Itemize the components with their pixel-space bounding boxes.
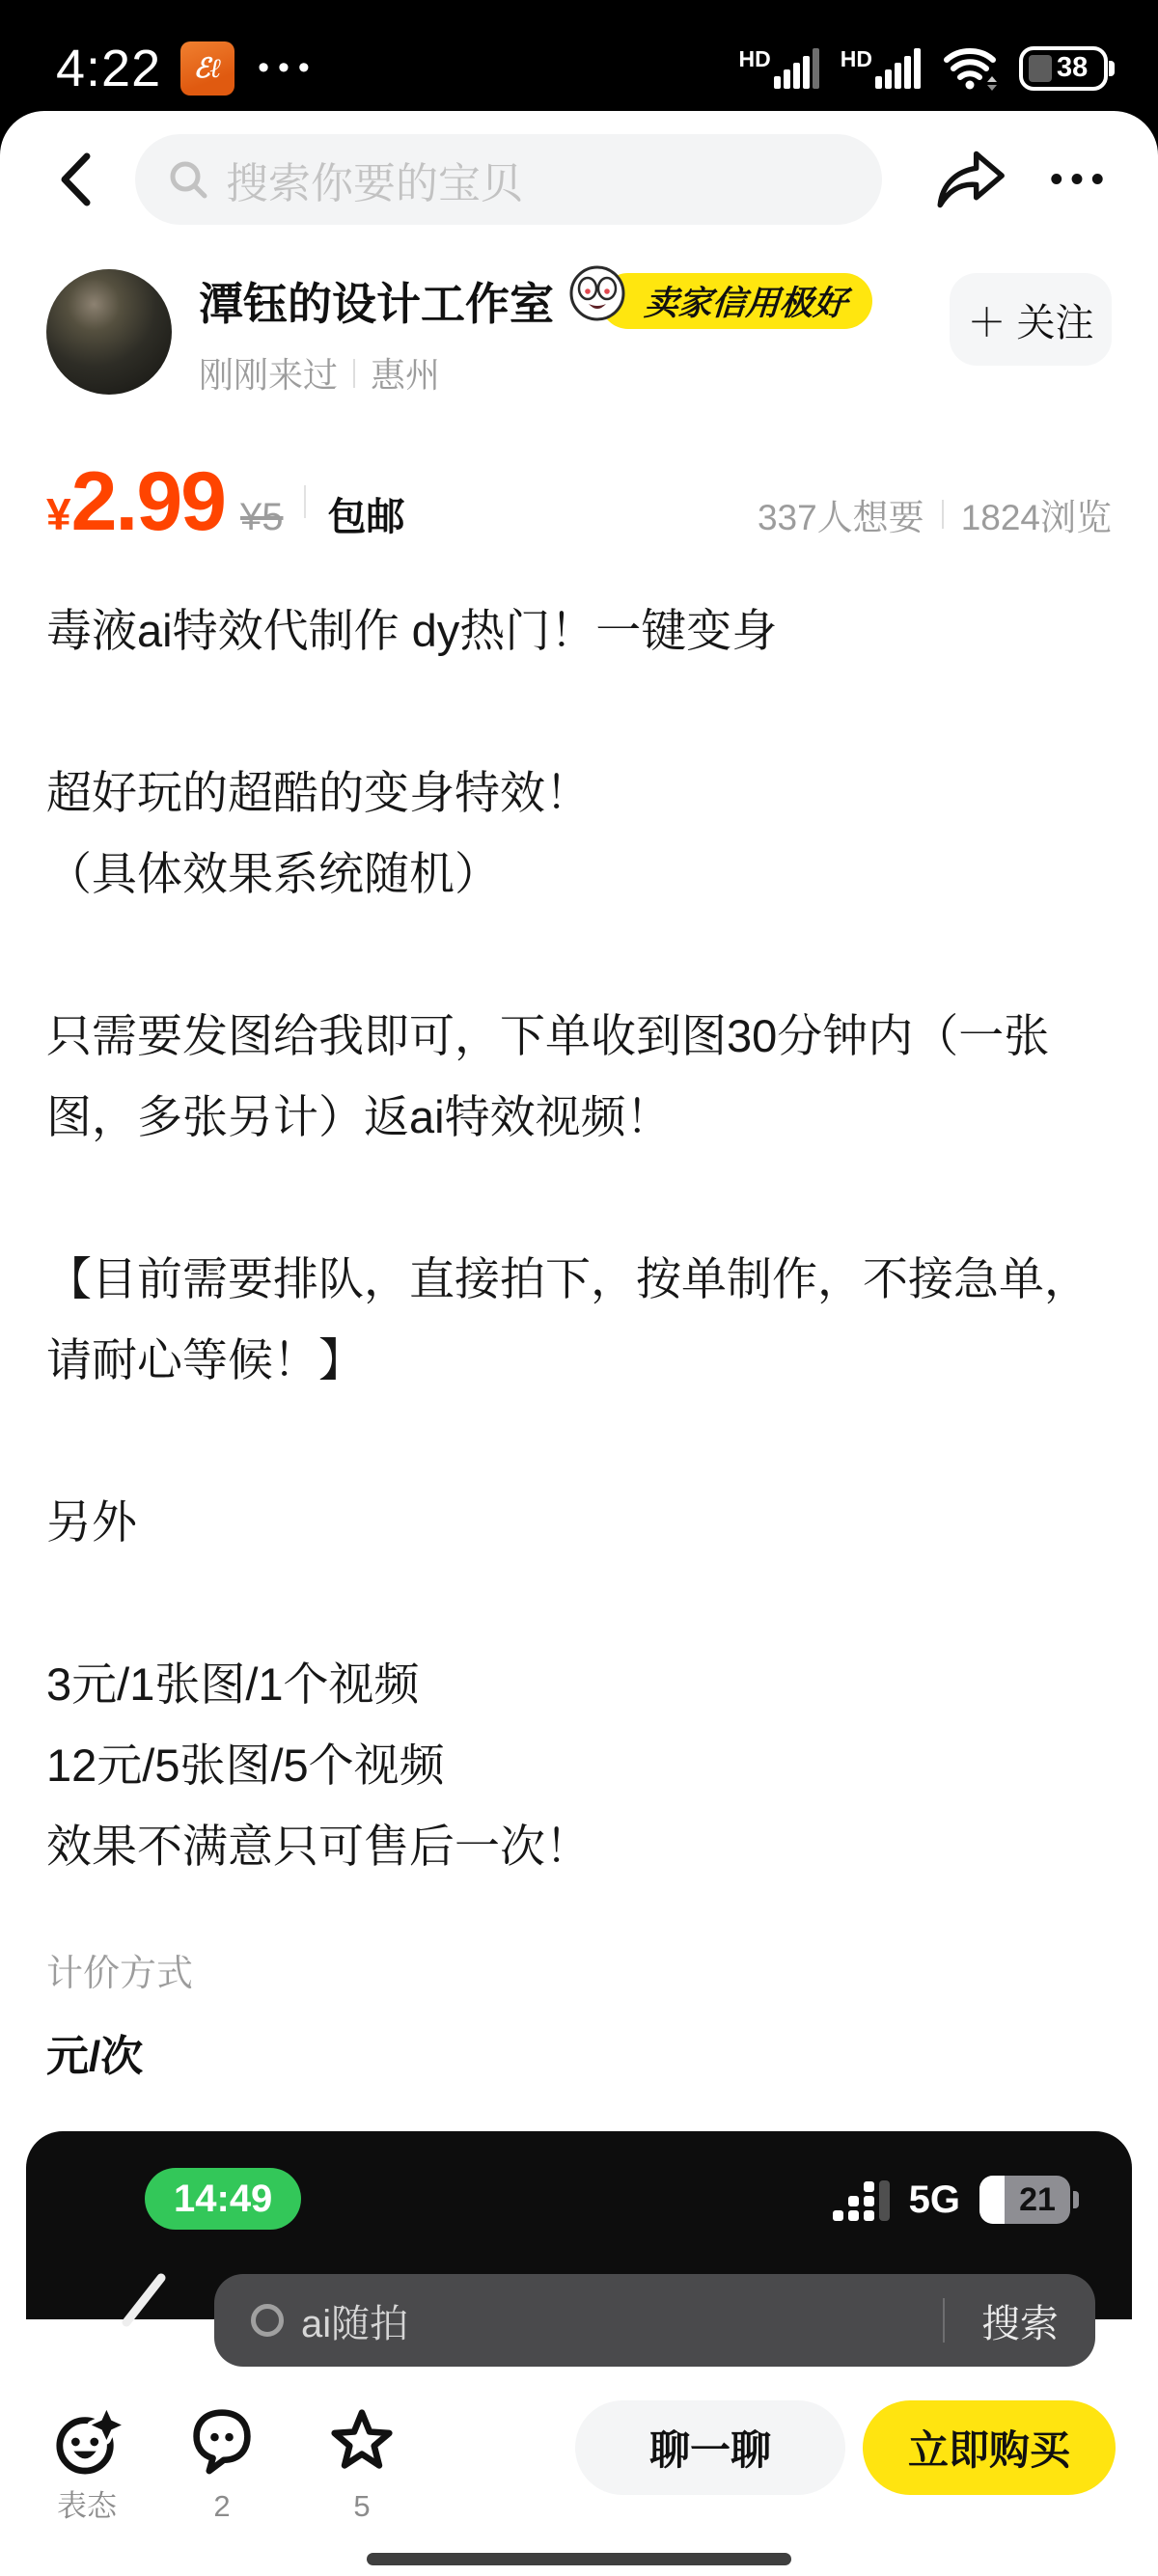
seller-location: 惠州 xyxy=(371,355,441,395)
free-shipping-label: 包邮 xyxy=(327,496,405,538)
want-count: 337人想要 xyxy=(757,498,924,537)
seller-avatar[interactable] xyxy=(46,269,172,395)
image-search-icon xyxy=(251,2304,284,2337)
nav-bar xyxy=(46,134,1112,225)
chat-button[interactable]: 聊一聊 xyxy=(575,2400,845,2495)
seller-last-seen: 刚刚来过 xyxy=(199,355,339,395)
share-button[interactable] xyxy=(934,144,1009,215)
description-line: 毒液ai特效代制作 dy热门！一键变身 xyxy=(46,605,778,656)
description-line xyxy=(46,1563,1112,1644)
image-time-pill: 14:49 xyxy=(145,2168,301,2230)
description-line: 另外 xyxy=(46,1496,137,1548)
image-cellular-icon xyxy=(833,2179,890,2221)
search-icon xyxy=(166,157,210,202)
search-input[interactable] xyxy=(135,134,882,225)
share-icon xyxy=(934,144,1009,215)
description-line xyxy=(46,1401,1112,1482)
notification-app-icon: ℰℓ xyxy=(180,41,234,96)
favorite-count: 5 xyxy=(353,2489,371,2523)
chat-bubble-icon xyxy=(190,2404,254,2476)
image-search-query: ai随拍 xyxy=(301,2302,409,2345)
description-line: 效果不满意只可售后一次！ xyxy=(46,1821,591,1872)
image-search-bar xyxy=(214,2274,1095,2367)
listing-stats xyxy=(758,488,1112,540)
description-line xyxy=(46,671,1112,753)
seller-credit-label: 卖家信用极好 xyxy=(643,285,849,322)
search-placeholder: 搜索你要的宝贝 xyxy=(226,160,523,207)
smiley-sparkle-icon xyxy=(54,2404,120,2476)
pricing-method-value: 元/次 xyxy=(46,2033,144,2080)
back-chevron-icon xyxy=(58,151,93,207)
price-currency: ¥ xyxy=(46,489,71,539)
description-line: 超好玩的超酷的变身特效！ xyxy=(46,767,591,818)
seller-name[interactable]: 潭钰的设计工作室 xyxy=(199,279,554,329)
favorite-button[interactable] xyxy=(309,2404,415,2521)
description-line: 12元/5张图/5个视频 xyxy=(46,1740,445,1791)
description-line xyxy=(46,915,1112,996)
status-bar-left xyxy=(56,39,318,98)
listing-card xyxy=(0,111,1158,2576)
battery-percent: 38 xyxy=(1057,52,1089,83)
divider xyxy=(304,485,306,518)
comments-button[interactable] xyxy=(169,2404,275,2521)
image-battery-icon xyxy=(979,2176,1070,2224)
description-line: 只需要发图给我即可，下单收到图30分钟内（一张 xyxy=(46,1010,1050,1061)
description-line: 【目前需要排队，直接拍下，按单制作，不接急单， xyxy=(46,1253,1089,1304)
status-bar-right xyxy=(739,45,1108,92)
divider xyxy=(942,500,944,529)
description-line: 图，多张另计）返ai特效视频！ xyxy=(46,1091,672,1142)
description-line xyxy=(46,1158,1112,1239)
description-line: （具体效果系统随机） xyxy=(46,848,500,899)
react-button[interactable] xyxy=(34,2404,140,2521)
divider xyxy=(943,2298,945,2343)
divider xyxy=(353,359,355,388)
description-line: 请耐心等候！】 xyxy=(46,1334,364,1385)
react-label: 表态 xyxy=(57,2489,117,2523)
image-network-label: 5G xyxy=(908,2178,960,2221)
status-bar xyxy=(0,0,1158,111)
home-indicator[interactable] xyxy=(367,2553,791,2565)
image-search-button-label: 搜索 xyxy=(981,2302,1059,2345)
seller-credit-badge xyxy=(600,273,872,329)
battery-icon xyxy=(1019,46,1108,91)
sim1-signal-icon: HD xyxy=(739,48,819,89)
pricing-method-label: 计价方式 xyxy=(46,1954,194,1994)
status-time: 4:22 xyxy=(56,39,162,97)
bottom-action-bar xyxy=(0,2375,1158,2576)
image-back-chevron-icon xyxy=(119,2276,169,2339)
seller-section xyxy=(46,269,1112,397)
view-count: 1824浏览 xyxy=(960,498,1112,537)
image-battery-percent: 21 xyxy=(1019,2180,1056,2218)
notification-more-dots-icon: ••• xyxy=(258,49,318,86)
badge-mascot-icon xyxy=(567,263,627,328)
item-description xyxy=(46,590,1112,1887)
price-section xyxy=(46,452,1112,552)
star-icon xyxy=(330,2404,394,2476)
comment-count: 2 xyxy=(213,2489,231,2523)
price-amount: 2.99 xyxy=(70,455,225,548)
product-image[interactable] xyxy=(26,2131,1132,2345)
buy-now-button[interactable]: 立即购买 xyxy=(863,2400,1116,2495)
sim2-signal-icon: HD xyxy=(841,48,921,89)
back-button[interactable] xyxy=(58,151,93,207)
wifi-icon xyxy=(942,45,998,92)
original-price: ¥5 xyxy=(239,496,284,538)
description-line: 3元/1张图/1个视频 xyxy=(46,1658,420,1710)
follow-button[interactable]: ＋ 关注 xyxy=(950,273,1112,366)
more-menu-button[interactable]: ••• xyxy=(1050,158,1112,200)
